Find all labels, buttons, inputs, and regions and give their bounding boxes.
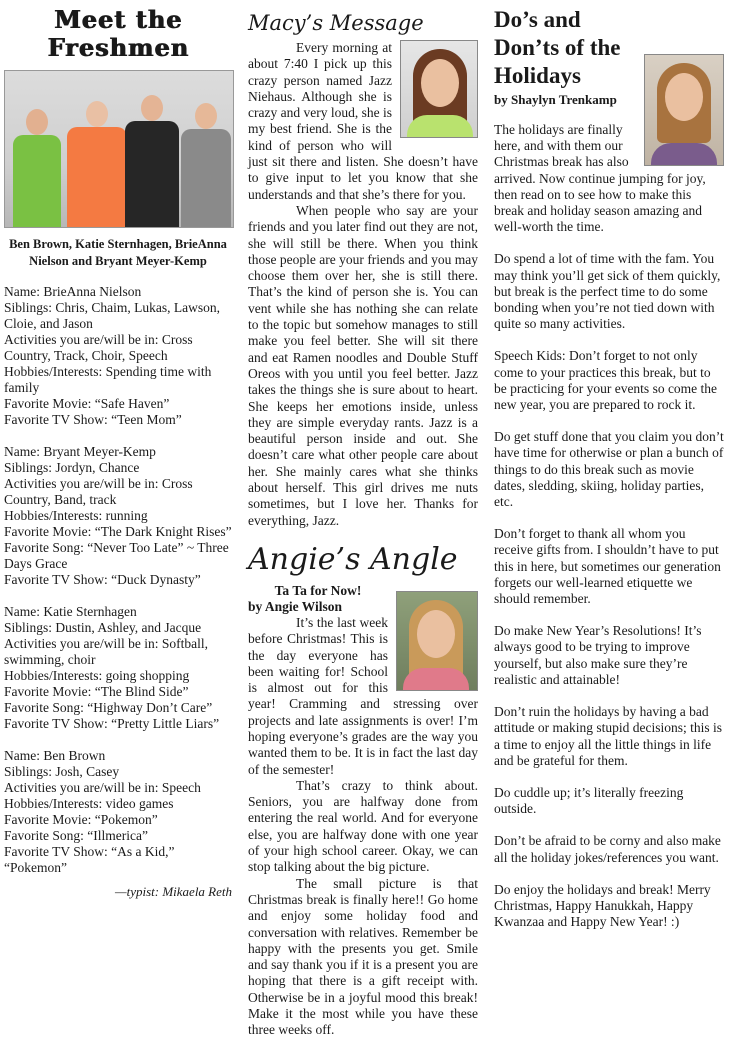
profile-line: Siblings: Josh, Casey [4,764,120,779]
columns-middle [248,0,478,1039]
profile-katie [4,604,232,732]
dos-donts-paragraph: Don’t forget to thank all whom you receive gifts from. I shouldn’t have to put this in here, but sometimes our generation forgets our well-learned etiquette we should remember. [494,526,721,607]
photo-caption: Ben Brown, Katie Sternhagen, BrieAnna Nielson and Bryant Meyer-Kemp [9,237,227,268]
profile-line: Name: Bryant Meyer-Kemp [4,444,156,459]
angie-article [248,583,478,1039]
typist-credit: —typist: Mikaela Reth [115,884,232,899]
dos-donts-paragraph: Do make New Year’s Resolutions! It’s always good to be trying to improve yourself, but also make sure they’re realistic and attainable! [494,623,702,687]
profile-line: Activities you are/will be in: Cross Country, Track, Choir, Speech [4,332,193,363]
dos-donts-paragraph: Do enjoy the holidays and break! Merry Christmas, Happy Hanukkah, Happy Kwanzaa and Happy New Year! :) [494,881,711,930]
shaylyn-headshot-photo [644,54,724,166]
profile-line: Activities you are/will be in: Speech [4,780,201,795]
profile-line: Favorite Song: “Highway Don’t Care” [4,700,213,715]
profile-line: Favorite TV Show: “Pretty Little Liars” [4,716,220,731]
dos-donts-paragraph: Do spend a lot of time with the fam. You may think you’ll get sick of them quickly, but break is the perfect time to do some bonding when you’re not tied down with quite so many activities. [494,251,721,332]
angie-byline: by Angie Wilson [248,598,343,614]
dos-donts-paragraph: Don’t ruin the holidays by having a bad attitude or making stupid decisions; this is a time to enjoy all the little things in life and be grateful for them. [494,704,722,768]
angie-paragraph: That’s crazy to think about. Seniors, you are halfway done from entering the real world. And for everyone else, you are halfway done with one year of your high school career. Okay, we can stop talking about the big picture. [248,777,478,875]
profile-line: Favorite Movie: “Pokemon” [4,812,158,827]
profile-bryant [4,444,232,588]
person-figure [123,95,181,227]
dos-donts-title: Do’s and Don’ts of the Holidays [494,7,621,88]
dos-donts-paragraph: Don’t be afraid to be corny and also make all the holiday jokes/references you want. [494,833,721,865]
angies-angle-title: Angie’s Angle [248,541,458,577]
dos-donts-paragraph: Do get stuff done that you claim you don’t have time for otherwise or plan a bunch of things to do this break such as movie dates, sledding, skiing, holiday parties, etc. [494,429,724,510]
profile-line: Siblings: Dustin, Ashley, and Jacque [4,620,202,635]
title-line-2: Freshmen [47,33,189,62]
profile-line: Hobbies/Interests: running [4,508,148,523]
person-figure [179,103,233,227]
person-figure [65,101,129,227]
dos-donts-column [494,0,724,946]
macy-paragraph: When people who say are your friends and you later find out they are not, she will still be there. When you think those people are your friends and you may choose them over her, she is still there. That’s the kind of person she is. You can vent while she has nothing she can relate to the topic but somehow manages to still make you feel better. She will sit there and eat Ramen noodles and Double Stuff Oreos with you until you feel better. Jazz takes the things she is sure about to heart. She keeps her emotions inside, unless they are simple everyday rants. Jazz is a beautiful person inside and out. She doesn’t care what other people care about her. She mainly cares what she thinks about herself. This girl drives me nuts sometimes, but I love her. Thanks for everything, Jazz. [248,202,478,528]
macy-paragraph: Every morning at about 7:40 I pick up this crazy person named Jazz Niehaus. Although she is crazy and very loud, she is my best friend. She is the kind of person who will just sit there and listen. She doesn’t have to give input to let you know that she understands and that she’s there for you. [248,40,478,202]
profile-line: Favorite TV Show: “As a Kid,” “Pokemon” [4,844,175,875]
dos-donts-byline: by Shaylyn Trenkamp [494,92,617,107]
profile-line: Name: BrieAnna Nielson [4,284,142,299]
title-line-1: Meet the [53,5,183,34]
profile-line: Activities you are/will be in: Cross Country, Band, track [4,476,193,507]
angie-headshot-photo [396,591,478,691]
profile-line: Name: Katie Sternhagen [4,604,137,619]
profile-brieanna [4,284,232,428]
profile-line: Siblings: Jordyn, Chance [4,460,140,475]
profile-line: Siblings: Chris, Chaim, Lukas, Lawson, Cloie, and Jason [4,300,220,331]
profile-line: Hobbies/Interests: going shopping [4,668,190,683]
angie-paragraph: It’s the last week before Christmas! This is the day everyone has been waiting for! School is almost out for this year! Cramming and stressing over projects and late assignments is over! I’m hoping everyone’s grades are the way you wanted them to be. It is in fact the last day of the semester! [248,614,478,777]
profile-line: Favorite Song: “Never Too Late” ~ Three Days Grace [4,540,229,571]
macy-message-body [248,40,478,529]
person-figure [11,109,63,227]
dos-donts-paragraph: Speech Kids: Don’t forget to not only come to your practices this break, but to be practicing for your events so come the new year, you are prepared to rock it. [494,348,718,413]
profile-line: Favorite Song: “Illmerica” [4,828,148,843]
macy-headshot-photo [400,40,478,138]
macy-message-title: Macy’s Message [248,11,424,35]
profile-line: Hobbies/Interests: video games [4,796,174,811]
profile-line: Favorite Movie: “The Dark Knight Rises” [4,524,232,539]
profile-line: Hobbies/Interests: Spending time with family [4,364,212,395]
profile-line: Name: Ben Brown [4,748,106,763]
angie-paragraph: The small picture is that Christmas break is finally here!! Go home and enjoy some holiday food and conversation with relatives. Remember be happy with the presents you get. Smile and say thank you if it is a present you are hoping that there is a gift receipt with. Otherwise be in a joyful mood this break! Make it the most while you have these three weeks off. [248,875,478,1038]
profile-line: Activities you are/will be in: Softball, swimming, choir [4,636,208,667]
profile-line: Favorite TV Show: “Teen Mom” [4,412,182,427]
dos-donts-paragraph: The holidays are finally here, and with them our Christmas break has also arrived. Now continue jumping for joy, then read on to see how to make this break and holiday season amazing and well-worth the time. [494,122,706,235]
profile-ben [4,748,232,876]
profile-line: Favorite TV Show: “Duck Dynasty” [4,572,201,587]
dos-donts-paragraph: Do cuddle up; it’s literally freezing outside. [494,784,684,817]
profile-line: Favorite Movie: “Safe Haven” [4,396,170,411]
angie-subtitle: Ta Ta for Now! [274,582,362,598]
profile-line: Favorite Movie: “The Blind Side” [4,684,189,699]
freshmen-group-photo [4,70,234,228]
meet-freshmen-title [4,6,232,62]
meet-freshmen-column [4,0,232,900]
